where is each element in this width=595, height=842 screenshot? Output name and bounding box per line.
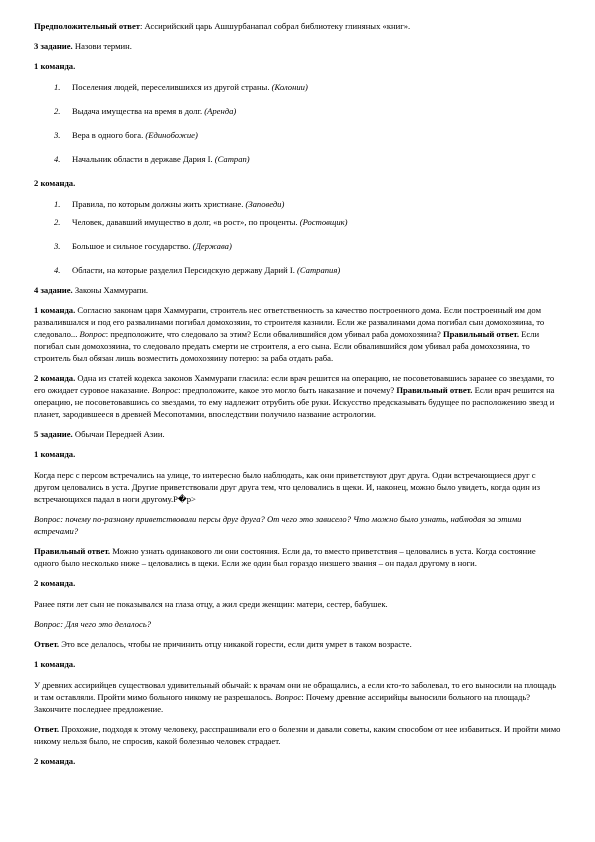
intro-text: : Ассирийский царь Ашшурбанапал собрал библиотеку глиняных «книг». <box>139 21 411 31</box>
list-item-text: Области, на которые разделил Персидскую державу Дарий I. <box>72 265 298 275</box>
intro-paragraph <box>34 20 562 32</box>
question-text: : Почему древние ассирийцы выносили больного на площадь? Закончите последнее предложение. <box>34 692 531 714</box>
list-item-number: 2. <box>54 217 61 227</box>
list-item-answer: (Колонии) <box>271 82 308 92</box>
list-item-number: 1. <box>54 199 61 209</box>
task5-team2-heading: 2 команда. <box>34 578 76 588</box>
question-text: : Для чего это делалось? <box>60 619 152 629</box>
answer-text: Если погибал сын домохозяина, то следовало предать смерти не строителя, а его сына. Если обвалившийся дом убивал раба домохозяина, то строитель был обязан лишь возместить домохозяину потерю: за раба отдать раба. <box>34 329 540 363</box>
task5-heading <box>34 428 562 440</box>
paragraph-text: Согласно законам царя Хаммурапи, строитель нес ответственность за качество построенного дома. Если построенный им дом развалившался и под его развалинами погибал домохозяин, то строителя казнили. Если же развалинами дома погибал сын домохозяина, то следовало... <box>34 305 545 339</box>
question-label: Вопрос <box>34 619 61 629</box>
question-text: : почему по-разному приветствовали персы друг друга? От чего это зависело? Что можно было узнать, наблюдая за этими встречами? <box>34 514 522 536</box>
document-page <box>34 20 562 776</box>
task3-label: 3 задание. <box>34 41 73 51</box>
list-item-text: Человек, дававший имущество в долг, «в рост», по проценты. <box>72 217 300 227</box>
answer-label: Правильный ответ. <box>34 546 111 556</box>
list-item-text: Большое и сильное государство. <box>72 241 193 251</box>
list-item <box>34 198 562 210</box>
task4-label: 4 задание. <box>34 285 73 295</box>
list-item <box>34 240 562 252</box>
task5-team2-question <box>34 618 562 630</box>
task5-team1-answer <box>34 545 562 569</box>
list-item <box>34 129 562 141</box>
list-item <box>34 81 562 93</box>
list-item <box>34 105 562 117</box>
list-item-text: Правила, по которым должны жить христиане. <box>72 199 246 209</box>
task3-team2-heading: 2 команда. <box>34 178 76 188</box>
answer-text: Если врач решится на операцию, не посоветовавшись со звездами, то ему надлежит отрубить обе руки. Искусство предсказывать будущее по расположению звезд и планет, зародившееся в древней Месопотамии, впоследствии получило название астрологии. <box>34 385 555 419</box>
task3-heading <box>34 40 562 52</box>
question-label: Вопрос <box>79 329 106 339</box>
question-label: Вопрос <box>275 692 302 702</box>
task5-team2-paragraph: Ранее пяти лет сын не показывался на глаза отцу, а жил среди женщин: матери, сестер, бабушек. <box>34 599 388 609</box>
task3-team1-heading: 1 команда. <box>34 61 76 71</box>
task5-team2-answer <box>34 638 562 650</box>
task5-team1b-paragraph <box>34 679 562 715</box>
list-item-answer: (Ростовщик) <box>299 217 348 227</box>
list-item-text: Начальник области в державе Дария I. <box>72 154 215 164</box>
list-item-number: 4. <box>54 154 61 164</box>
task4-title: Законы Хаммурапи. <box>72 285 149 295</box>
team-label: 2 команда. <box>34 373 76 383</box>
task5-label: 5 задание. <box>34 429 73 439</box>
task5-team2b-heading: 2 команда. <box>34 756 76 766</box>
task5-team1-question <box>34 513 562 537</box>
task3-title: Назови термин. <box>72 41 132 51</box>
list-item-text: Вера в одного бога. <box>72 130 146 140</box>
task5-title: Обычаи Передней Азии. <box>72 429 165 439</box>
task4-heading <box>34 284 562 296</box>
list-item-answer: (Аренда) <box>204 106 237 116</box>
list-item-answer: (Единобожие) <box>145 130 198 140</box>
task4-team1-paragraph <box>34 304 562 364</box>
list-item-number: 3. <box>54 130 61 140</box>
answer-label: Ответ. <box>34 724 60 734</box>
answer-label: Ответ. <box>34 639 60 649</box>
task3-team2-list <box>34 198 562 276</box>
paragraph-text: У древних ассирийцев существовал удивительный обычай: к врачам они не обращались, а если кто-то заболевал, то его выносили на площадь и там оставляли. Пройти мимо больного никому не разрешалось. <box>34 680 557 702</box>
list-item-text: Выдача имущества на время в долг. <box>72 106 205 116</box>
task5-team1b-heading: 1 команда. <box>34 659 76 669</box>
question-text: : предположите, какое это могло быть наказание и почему? <box>178 385 397 395</box>
list-item <box>34 216 562 228</box>
answer-label: Правильный ответ. <box>396 385 473 395</box>
paragraph-text: Одна из статей кодекса законов Хаммурапи гласила: если врач решится на операцию, не посоветовавшись заранее со звездами, то его ожидает суровое наказание. <box>34 373 555 395</box>
question-label: Вопрос <box>34 514 61 524</box>
answer-label: Правильный ответ. <box>442 329 520 339</box>
answer-text: Это все делалось, чтобы не причинить отцу никакой горести, если дитя умрет в таком возрасте. <box>59 639 412 649</box>
list-item-number: 2. <box>54 106 61 116</box>
list-item-number: 1. <box>54 82 61 92</box>
list-item-number: 4. <box>54 265 61 275</box>
task3-team1-list <box>34 81 562 165</box>
list-item-number: 3. <box>54 241 61 251</box>
list-item-text: Поселения людей, переселившихся из другой страны. <box>72 82 272 92</box>
list-item <box>34 264 562 276</box>
question-label: Вопрос <box>151 385 179 395</box>
list-item-answer: (Заповеди) <box>245 199 285 209</box>
list-item-answer: (Держава) <box>192 241 232 251</box>
task5-team1-heading: 1 команда. <box>34 449 76 459</box>
answer-text: Можно узнать одинакового ли они состояния. Если да, то вместо приветствия – целовались в уста. Когда состояние одного было несколько ниже – целовались в щеки. Если же один был гораздо низшего звания – он падал другому в ноги. <box>34 546 536 568</box>
answer-text: Прохожие, подходя к этому человеку, расспрашивали его о болезни и давали советы, каким способом от нее избавиться. И пройти мимо никому нельзя было, не спросив, какой болезнью человек страдает. <box>34 724 561 746</box>
list-item <box>34 153 562 165</box>
list-item-answer: (Сатрап) <box>214 154 250 164</box>
task5-team1-paragraph: Когда перс с персом встречались на улице, то интересно было наблюдать, как они приветствуют друг друга. Одни встречающиеся друг с другом целовались в уста. Другие приветствовали друг друга тем, что целовались в щеки. И, наконец, можно было увидеть, когда один из встречающихся падал в ноги другому.Р�р> <box>34 470 540 504</box>
task4-team2-paragraph <box>34 372 562 420</box>
team-label: 1 команда. <box>34 305 76 315</box>
task5-team1b-answer <box>34 723 562 747</box>
list-item-answer: (Сатрапия) <box>297 265 341 275</box>
intro-label: Предположительный ответ <box>34 21 140 31</box>
question-text: : предположите, что следовало за этим? Если обвалившийся дом убивал раба домохозяина? <box>105 329 443 339</box>
